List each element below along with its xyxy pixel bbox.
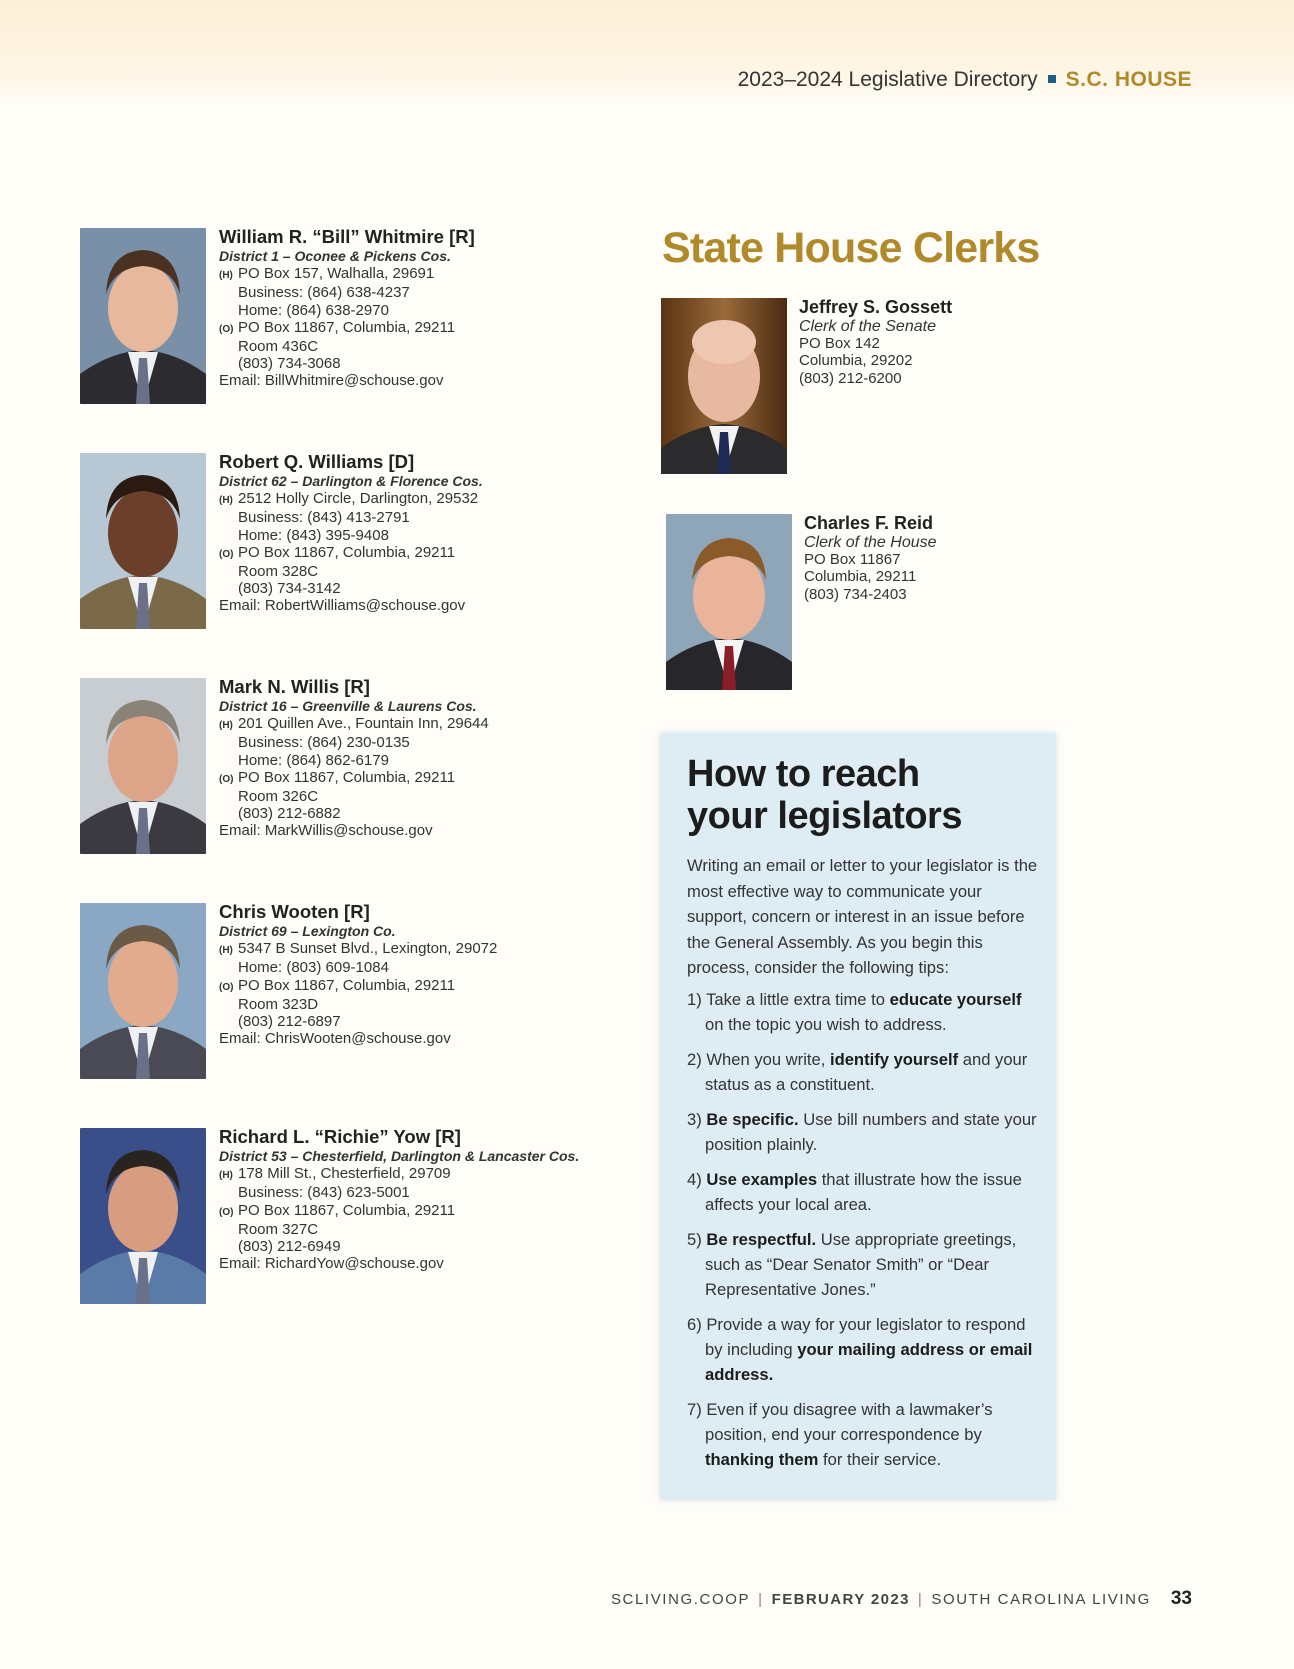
office-detail: (803) 734-3068 — [238, 355, 341, 373]
tip-item — [687, 1397, 1042, 1472]
clerk-line: PO Box 11867 — [804, 551, 901, 569]
office-detail: (803) 734-3142 — [238, 580, 341, 598]
home-tag: (H) — [219, 1170, 233, 1182]
tip-text: 5) — [687, 1230, 707, 1249]
office-address: PO Box 11867, Columbia, 29211 — [238, 1201, 456, 1219]
clerk-line: (803) 212-6200 — [799, 369, 902, 387]
office-address: PO Box 11867, Columbia, 29211 — [238, 318, 456, 336]
home-detail: Business: (843) 413-2791 — [238, 509, 410, 527]
home-address-line — [219, 1165, 579, 1184]
tip-item — [687, 1107, 1042, 1157]
legislator-district: District 69 – Lexington Co. — [219, 923, 396, 939]
tip-emphasis: your mailing address or email address. — [705, 1340, 1033, 1384]
legislator-info — [219, 451, 483, 615]
legislator-info — [219, 901, 497, 1047]
home-tag: (H) — [219, 270, 233, 282]
clerk-card — [661, 298, 1081, 476]
legislator-info — [219, 1126, 579, 1272]
tips-intro: Writing an email or letter to your legislator is the most effective way to communicate your support, concern or interest in an issue before the General Assembly. As you begin this process, consider the following tips: — [687, 856, 1038, 977]
home-address-line — [219, 490, 483, 509]
portrait-image — [80, 1128, 206, 1304]
square-bullet-icon — [1048, 75, 1056, 83]
legislator-info — [219, 676, 489, 840]
clerk-line: (803) 734-2403 — [804, 585, 907, 603]
office-tag: (O) — [219, 981, 234, 993]
legislator-email: Email: RobertWilliams@schouse.gov — [219, 597, 466, 615]
portrait-image — [661, 298, 787, 474]
portrait-image — [80, 453, 206, 629]
legislator-name: Richard L. “Richie” Yow [R] — [219, 1126, 461, 1147]
tips-list — [687, 987, 1042, 1482]
tip-emphasis: educate yourself — [889, 990, 1022, 1009]
tip-emphasis: Use examples — [706, 1170, 818, 1189]
tip-text: on the topic you wish to address. — [705, 1015, 947, 1034]
footer-date: FEBRUARY 2023 — [771, 1591, 910, 1608]
legislator-card — [80, 228, 640, 406]
legislator-district: District 62 – Darlington & Florence Cos. — [219, 473, 483, 489]
clerk-name: Jeffrey S. Gossett — [799, 297, 953, 317]
legislator-card — [80, 1128, 640, 1306]
home-address-line — [219, 715, 489, 734]
legislator-name: William R. “Bill” Whitmire [R] — [219, 226, 475, 247]
home-address: 2512 Holly Circle, Darlington, 29532 — [238, 490, 479, 508]
office-detail: Room 436C — [238, 338, 319, 356]
office-tag: (O) — [219, 1206, 234, 1218]
tip-emphasis: Be respectful. — [706, 1230, 817, 1249]
tip-item — [687, 1227, 1042, 1302]
home-tag: (H) — [219, 945, 233, 957]
legislator-card — [80, 678, 640, 856]
legislator-name: Chris Wooten [R] — [219, 901, 370, 922]
office-detail: Room 323D — [238, 995, 319, 1013]
office-detail: Room 326C — [238, 788, 319, 806]
office-detail: (803) 212-6882 — [238, 805, 341, 823]
legislator-email: Email: ChrisWooten@schouse.gov — [219, 1030, 451, 1048]
tip-emphasis: Be specific. — [706, 1110, 799, 1129]
footer-separator: | — [758, 1591, 764, 1608]
office-address-line — [219, 769, 489, 788]
page-footer — [611, 1588, 1192, 1610]
home-address: PO Box 157, Walhalla, 29691 — [238, 265, 435, 283]
legislator-photo — [80, 228, 206, 404]
legislator-photo — [80, 903, 206, 1079]
office-tag: (O) — [219, 548, 234, 560]
legislator-district: District 1 – Oconee & Pickens Cos. — [219, 248, 451, 264]
office-detail: (803) 212-6897 — [238, 1013, 341, 1031]
home-tag: (H) — [219, 720, 233, 732]
home-address: 5347 B Sunset Blvd., Lexington, 29072 — [238, 940, 498, 958]
tip-text: 4) — [687, 1170, 707, 1189]
office-tag: (O) — [219, 323, 234, 335]
portrait-image — [80, 228, 206, 404]
footer-magazine: SOUTH CAROLINA LIVING — [931, 1591, 1151, 1608]
home-address: 178 Mill St., Chesterfield, 29709 — [238, 1165, 451, 1183]
tip-item — [687, 987, 1042, 1037]
directory-title: 2023–2024 Legislative Directory — [737, 68, 1038, 91]
tip-text: and your status as a constituent. — [705, 1050, 1028, 1094]
home-address-line — [219, 940, 497, 959]
legislator-card — [80, 453, 640, 631]
clerk-line: Columbia, 29211 — [804, 568, 917, 586]
section-label: S.C. HOUSE — [1065, 68, 1192, 91]
tip-item — [687, 1047, 1042, 1097]
tip-text: 1) Take a little extra time to — [687, 990, 890, 1009]
home-detail: Business: (864) 230-0135 — [238, 734, 410, 752]
legislator-email: Email: MarkWillis@schouse.gov — [219, 822, 433, 840]
tip-text: Use bill numbers and state your position plainly. — [705, 1110, 1037, 1154]
tip-text: 7) Even if you disagree with a lawmaker’s position, end your correspondence by — [687, 1400, 993, 1444]
clerk-name: Charles F. Reid — [804, 513, 934, 533]
tip-text: 6) Provide a way for your legislator to respond by including — [687, 1315, 1026, 1359]
tip-item — [687, 1167, 1042, 1217]
office-detail: Room 328C — [238, 563, 319, 581]
clerk-line: Columbia, 29202 — [799, 352, 913, 370]
office-address-line — [219, 1202, 579, 1221]
legislator-info — [219, 226, 475, 390]
legislator-card — [80, 903, 640, 1081]
office-tag: (O) — [219, 773, 234, 785]
home-detail: Home: (864) 638-2970 — [238, 301, 389, 319]
clerk-role: Clerk of the House — [804, 534, 937, 551]
legislator-district: District 53 – Chesterfield, Darlington & Lancaster Cos. — [219, 1148, 580, 1164]
office-address: PO Box 11867, Columbia, 29211 — [238, 543, 456, 561]
tips-box — [660, 733, 1056, 1500]
office-detail: (803) 212-6949 — [238, 1238, 341, 1256]
legislator-photo — [80, 1128, 206, 1304]
clerk-role: Clerk of the Senate — [799, 318, 936, 335]
office-address: PO Box 11867, Columbia, 29211 — [238, 768, 456, 786]
portrait-image — [80, 903, 206, 1079]
page-number: 33 — [1170, 1588, 1192, 1609]
home-detail: Home: (803) 609-1084 — [238, 959, 389, 977]
portrait-image — [666, 514, 792, 690]
running-header — [738, 68, 1192, 92]
tip-text: for their service. — [818, 1450, 942, 1469]
clerk-card — [666, 514, 1086, 692]
home-detail: Home: (843) 395-9408 — [238, 526, 389, 544]
clerk-info — [804, 512, 937, 603]
clerk-photo — [666, 514, 792, 690]
tip-emphasis: identify yourself — [829, 1050, 959, 1069]
home-address-line — [219, 265, 475, 284]
legislator-photo — [80, 453, 206, 629]
office-detail: Room 327C — [238, 1220, 319, 1238]
tips-heading-line: your legislators — [687, 795, 962, 837]
legislator-email: Email: RichardYow@schouse.gov — [219, 1255, 444, 1273]
tip-text: 2) When you write, — [687, 1050, 830, 1069]
clerk-photo — [661, 298, 787, 474]
tips-heading — [687, 753, 962, 837]
portrait-image — [80, 678, 206, 854]
home-tag: (H) — [219, 495, 233, 507]
tip-text: 3) — [687, 1110, 707, 1129]
footer-site: SCLIVING.COOP — [610, 1591, 751, 1608]
clerk-info — [799, 296, 952, 387]
legislator-email: Email: BillWhitmire@schouse.gov — [219, 372, 444, 390]
office-address-line — [219, 319, 475, 338]
home-detail: Business: (843) 623-5001 — [238, 1184, 410, 1202]
home-address: 201 Quillen Ave., Fountain Inn, 29644 — [238, 715, 489, 733]
tip-text: that illustrate how the issue affects your local area. — [705, 1170, 1022, 1214]
clerk-line: PO Box 142 — [799, 335, 880, 353]
legislator-district: District 16 – Greenville & Laurens Cos. — [219, 698, 477, 714]
tip-emphasis: thanking them — [705, 1450, 819, 1469]
tip-item — [687, 1312, 1042, 1387]
tips-heading-line: How to reach — [687, 753, 920, 795]
footer-separator: | — [917, 1591, 924, 1608]
clerks-heading: State House Clerks — [662, 224, 1040, 272]
legislator-name: Robert Q. Williams [D] — [219, 451, 415, 472]
home-detail: Home: (864) 862-6179 — [238, 751, 389, 769]
office-address: PO Box 11867, Columbia, 29211 — [238, 976, 456, 994]
legislator-name: Mark N. Willis [R] — [219, 676, 370, 697]
office-address-line — [219, 544, 483, 563]
office-address-line — [219, 977, 497, 996]
home-detail: Business: (864) 638-4237 — [238, 284, 410, 302]
tip-text: Use appropriate greetings, such as “Dear Senator Smith” or “Dear Representative Jones.” — [705, 1230, 1017, 1299]
legislator-photo — [80, 678, 206, 854]
